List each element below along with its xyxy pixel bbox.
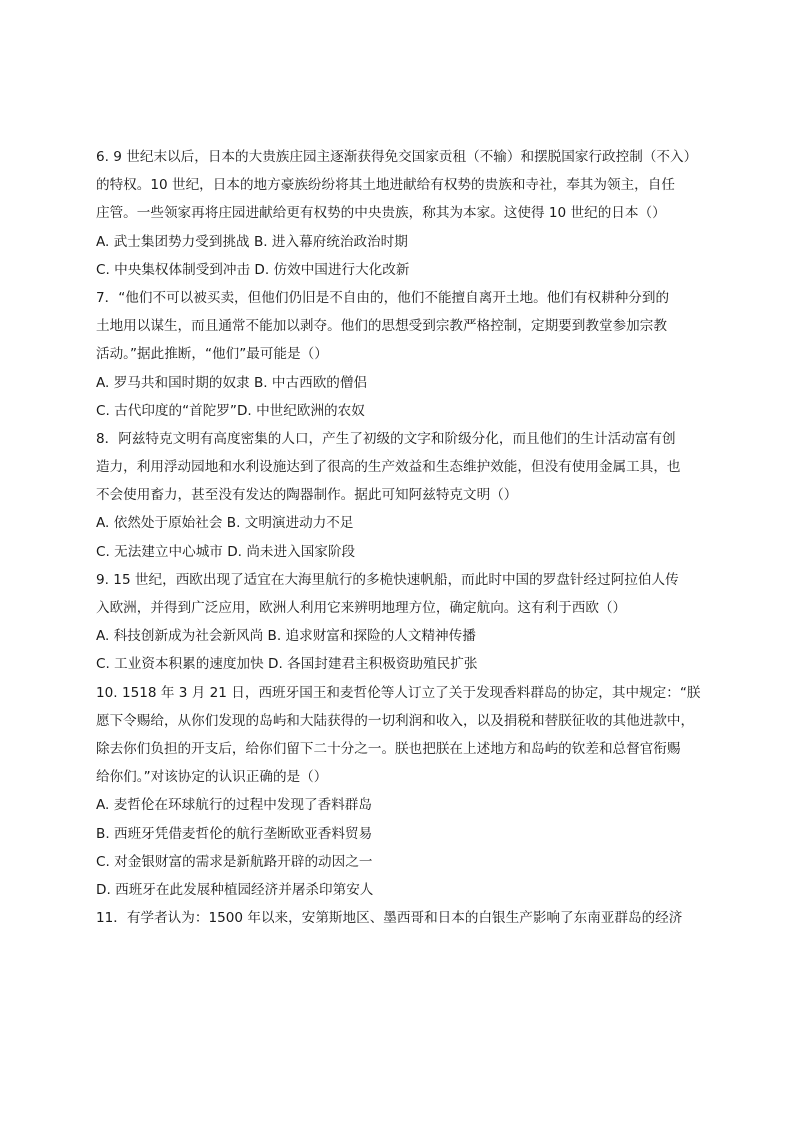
question-11-line-1: 11．有学者认为：1500 年以来，安第斯地区、墨西哥和日本的白银生产影响了东南亚群岛的经济 [96, 910, 683, 927]
question-10-option-d: D. 西班牙在此发展种植园经济并屠杀印第安人 [96, 881, 374, 898]
question-10-option-c: C. 对金银财富的需求是新航路开辟的动因之一 [96, 853, 373, 870]
question-10 [96, 679, 716, 905]
question-8-options-cd: C. 无法建立中心城市 D. 尚未进入国家阶段 [96, 543, 356, 560]
question-7-options-ab: A. 罗马共和国时期的奴隶 B. 中古西欧的僧侣 [96, 374, 368, 391]
question-10-option-a: A. 麦哲伦在环球航行的过程中发现了香料群岛 [96, 797, 372, 814]
question-9-options-ab: A. 科技创新成为社会新风尚 B. 追求财富和探险的人文精神传播 [96, 628, 476, 645]
question-6-options-cd: C. 中央集权体制受到冲击 D. 仿效中国进行大化改新 [96, 261, 410, 278]
question-6-line-3: 庄管。一些领家再将庄园进献给更有权势的中央贵族，称其为本家。这使得 10 世纪的日本（） [96, 205, 666, 222]
question-6-line-2: 的特权。10 世纪，日本的地方豪族纷纷将其土地进献给有权势的贵族和寺社，奉其为领主，自任 [96, 177, 675, 194]
question-6-options-ab: A. 武士集团势力受到挑战 B. 进入幕府统治政治时期 [96, 233, 408, 250]
question-9-options-cd: C. 工业资本积累的速度加快 D. 各国封建君主积极资助殖民扩张 [96, 656, 478, 673]
question-10-line-4: 给你们。”对该协定的认识正确的是（） [96, 769, 328, 786]
question-8-line-2: 造力，利用浮动园地和水利设施达到了很高的生产效益和生态维护效能，但没有使用金属工具，也 [96, 459, 681, 476]
question-7-line-1: 7．“他们不可以被买卖，但他们仍旧是不自由的，他们不能擅自离开土地。他们有权耕种分到的 [96, 289, 670, 306]
question-8-options-ab: A. 依然处于原始社会 B. 文明演进动力不足 [96, 515, 354, 532]
question-10-line-2: 愿下令赐给，从你们发现的岛屿和大陆获得的一切利润和收入，以及捐税和替朕征收的其他进款中， [96, 712, 695, 729]
question-9 [96, 566, 716, 679]
question-10-option-b: B. 西班牙凭借麦哲伦的航行垄断欧亚香料贸易 [96, 825, 373, 842]
question-11 [96, 904, 716, 932]
question-9-line-2: 入欧洲，并得到广泛应用，欧洲人利用它来辨明地理方位，确定航向。这有利于西欧（） [96, 600, 627, 616]
question-8 [96, 425, 716, 566]
question-10-line-1: 10. 1518 年 3 月 21 日，西班牙国王和麦哲伦等人订立了关于发现香料群岛的协定，其中规定：“朕 [96, 684, 701, 701]
question-9-line-1: 9. 15 世纪，西欧出现了适宜在大海里航行的多桅快速帆船，而此时中国的罗盘针经过阿拉伯人传 [96, 571, 679, 588]
question-10-line-3: 除去你们负担的开支后，给你们留下二十分之一。朕也把朕在上述地方和岛屿的钦差和总督官衔赐 [96, 740, 681, 757]
question-8-line-3: 不会使用畜力，甚至没有发达的陶器制作。据此可知阿兹特克文明（） [96, 487, 518, 504]
question-7-line-2: 土地用以谋生，而且通常不能加以剥夺。他们的思想受到宗教严格控制，定期要到教堂参加宗教 [96, 318, 667, 335]
questions-container [96, 143, 716, 932]
question-6 [96, 143, 716, 284]
question-7 [96, 284, 716, 425]
question-8-line-1: 8．阿兹特克文明有高度密集的人口，产生了初级的文字和阶级分化，而且他们的生计活动富有创 [96, 430, 676, 447]
question-6-line-1: 6. 9 世纪末以后，日本的大贵族庄园主逐渐获得免交国家贡租（不输）和摆脱国家行政控制（不入） [96, 149, 698, 165]
question-7-line-3: 活动。”据此推断，“他们”最可能是（） [96, 346, 328, 363]
question-7-options-cd: C. 古代印度的“首陀罗”D. 中世纪欧洲的农奴 [96, 402, 365, 419]
